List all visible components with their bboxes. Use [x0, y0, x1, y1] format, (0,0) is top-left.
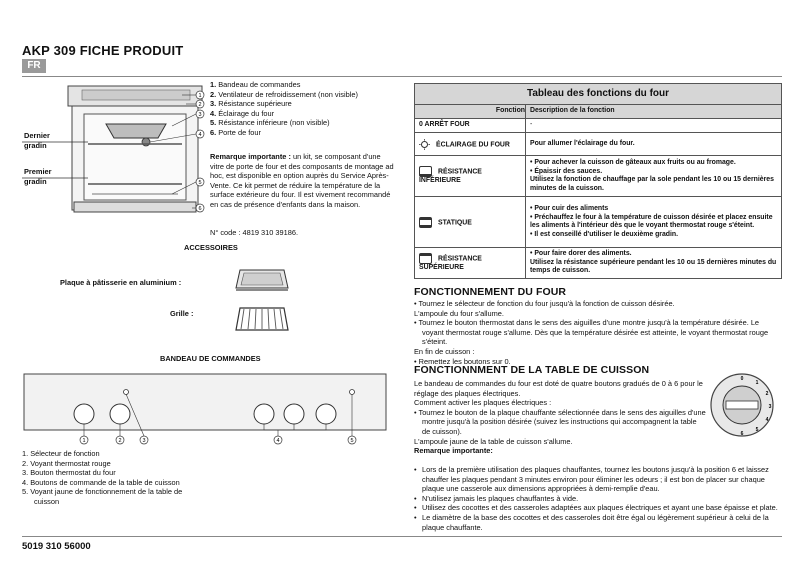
parts-item: 5. Résistance inférieure (non visible) [210, 118, 330, 128]
fn-desc-line: • Préchauffez le four à la température de cuisson désirée et placez ensuite les aliments à l'intérieur dès que le voyant thermostat rouge s'éteint. [530, 213, 773, 229]
bottom-heat-icon [419, 166, 432, 177]
parts-item: 6. Porte de four [210, 127, 261, 137]
oven-operation-title: FONCTIONNEMENT DU FOUR [414, 286, 567, 298]
light-icon [419, 139, 430, 150]
oven-operation-text: • Tournez le sélecteur de fonction du four jusqu'à la fonction de cuisson désirée. L'ampoule du four s'allume. • Tournez le bouton thermostat dans le sens des aiguilles d'une montre jusqu'à la température désirée. Le voyant thermostat rouge s'allume. Dès que la température désirée est atteinte, le voyant thermostat rouge s'éteint. En fin de cuisson : • Remettez les boutons sur 0. [414, 299, 769, 366]
panel-title: BANDEAU DE COMMANDES [160, 354, 261, 363]
knob-mark: 1 [755, 380, 759, 386]
fn-desc: Pour allumer l'éclairage du four. [526, 133, 782, 156]
functions-table-wrapper [414, 83, 782, 283]
callout-4: 4 [198, 132, 202, 138]
document-title: AKP 309 FICHE PRODUIT [22, 43, 184, 58]
parts-item: 3. Résistance supérieure [210, 99, 292, 109]
label-bottom-shelf: Premier gradin [24, 167, 52, 186]
control-panel-diagram [22, 372, 390, 448]
fn-desc-line: • Pour achever la cuisson de gâteaux aux fruits ou au fromage. [530, 159, 736, 166]
static-heat-icon [419, 217, 432, 228]
hob-remarks [414, 465, 782, 532]
fn-desc-line: • Il est conseillé d'utiliser le deuxième gradin. [530, 230, 679, 238]
knob-mark: 6 [740, 431, 744, 437]
list-item: • N'utilisez jamais les plaques chauffantes à vide. [414, 494, 782, 504]
table-row [415, 119, 782, 133]
fn-name: STATIQUE [438, 218, 472, 226]
footer-code: 5019 310 56000 [22, 541, 91, 552]
panel-callout-4: 4 [276, 438, 280, 444]
fn-desc-line: • Épaissir des sauces. [530, 167, 603, 175]
parts-item: 1. Bandeau de commandes [210, 80, 301, 89]
panel-callout-2: 2 [118, 438, 122, 444]
grill-label: Grille : [170, 309, 194, 318]
panel-item: 3. Bouton thermostat du four [22, 468, 116, 478]
callout-1: 1 [198, 93, 202, 99]
part-code: N° code : 4819 310 39186. [210, 228, 299, 237]
table-row [415, 133, 782, 156]
hob-operation-text: Le bandeau de commandes du four est doté de quatre boutons gradués de 0 à 6 pour le réglage des plaques électriques. Comment activer les plaques électriques : • Tournez le bouton de la plaque chauffante sélectionnée dans le sens des aiguilles d'une montre jusqu'à la position désirée (suivez les instructions qui accompagnent la table de cuisson). L'ampoule jaune de la table de cuisson s'allume. Remarque importante: [414, 379, 706, 456]
tray-label: Plaque à pâtisserie en aluminium : [60, 278, 182, 287]
table-row [415, 197, 782, 248]
fn-name: RÉSISTANCE INFÉRIEURE [419, 168, 482, 185]
fn-desc-line: • Pour faire dorer des aliments. [530, 250, 632, 258]
table-row [415, 156, 782, 197]
parts-list [210, 80, 400, 138]
fn-desc: - [526, 119, 782, 133]
panel-item: 1. Sélecteur de fonction [22, 449, 100, 458]
callout-6: 6 [198, 206, 202, 212]
table-col-description: Description de la fonction [526, 105, 782, 119]
knob-mark: 0 [740, 376, 744, 382]
list-item: • Le diamètre de la base des cocottes et des casseroles doit être égal ou légèrement supérieur à celui de la plaque chauffante. [414, 513, 782, 532]
footer-divider [22, 536, 782, 537]
panel-callout-5: 5 [350, 438, 354, 444]
top-heat-icon [419, 253, 432, 264]
oven-diagram [22, 84, 212, 224]
functions-table [414, 83, 782, 279]
panel-item: 2. Voyant thermostat rouge [22, 458, 111, 468]
fn-name: 0 ARRÊT FOUR [415, 119, 526, 133]
header-divider [22, 76, 782, 77]
label-top-shelf: Dernier gradin [24, 131, 50, 150]
table-col-function: Fonction [415, 105, 526, 119]
fn-name: ÉCLAIRAGE DU FOUR [436, 140, 510, 148]
parts-item: 4. Éclairage du four [210, 108, 275, 118]
fn-desc-line: • Pour cuir des aliments [530, 205, 609, 212]
panel-item: 4. Boutons de commande de la table de cuisson [22, 477, 180, 487]
knob-mark: 3 [768, 404, 772, 410]
hob-operation-title: FONCTIONNMENT DE LA TABLE DE CUISSON [414, 364, 650, 376]
panel-callout-3: 3 [142, 438, 146, 444]
remark-label: Remarque importante : [210, 152, 291, 161]
table-title: Tableau des fonctions du four [415, 84, 782, 105]
fn-name: RÉSISTANCE SUPÉRIEURE [419, 255, 482, 272]
parts-item: 2. Ventilateur de refroidissement (non visible) [210, 89, 358, 99]
fn-desc-line: Utilisez la fonction de chauffage par la sole pendant les 10 ou 15 dernières minutes de la cuisson. [530, 176, 774, 192]
remark-block [210, 152, 395, 210]
list-item: • Utilisez des cocottes et des casseroles adaptées aux plaques électriques et ayant une base épaisse et plate. [414, 503, 782, 513]
panel-item: cuisson [34, 496, 60, 506]
fn-desc-line: Utilisez la résistance supérieure pendant les 10 ou 15 dernières minutes du temps de cuisson. [530, 258, 777, 275]
callout-3: 3 [198, 112, 202, 118]
language-badge: FR [22, 59, 46, 73]
callout-2: 2 [198, 102, 202, 108]
panel-callout-1: 1 [82, 438, 86, 444]
panel-items-list [22, 449, 212, 507]
accessories-title: ACCESSOIRES [184, 243, 238, 252]
baking-tray-image [234, 262, 290, 298]
knob-mark: 2 [765, 391, 769, 397]
callout-5: 5 [198, 180, 202, 186]
remark-text: un kit, se composant d'une vitre de porte de four et des composants de montage ad hoc, est disponible en option auprès du Service Après-Vente. Ce kit permet de réduire la température de la surface extérieure du four. Il est vivement recommandé en cas de présence d'enfants dans la maison. [210, 152, 394, 209]
grill-image [232, 302, 292, 338]
table-row [415, 248, 782, 279]
hob-knob-diagram [708, 371, 776, 439]
knob-mark: 5 [755, 427, 759, 433]
knob-mark: 4 [765, 417, 769, 423]
panel-item: 5. Voyant jaune de fonctionnement de la table de [22, 487, 183, 497]
list-item: • Lors de la première utilisation des plaques chauffantes, tournez les boutons jusqu'à la position 6 et laissez chauffer les plaques pendant 3 minutes environ pour éliminer les odeurs ; il est bon de placer sur chaque plaque une casserole aux dimensions appropriées à demi-remplie d'eau. [414, 465, 782, 494]
